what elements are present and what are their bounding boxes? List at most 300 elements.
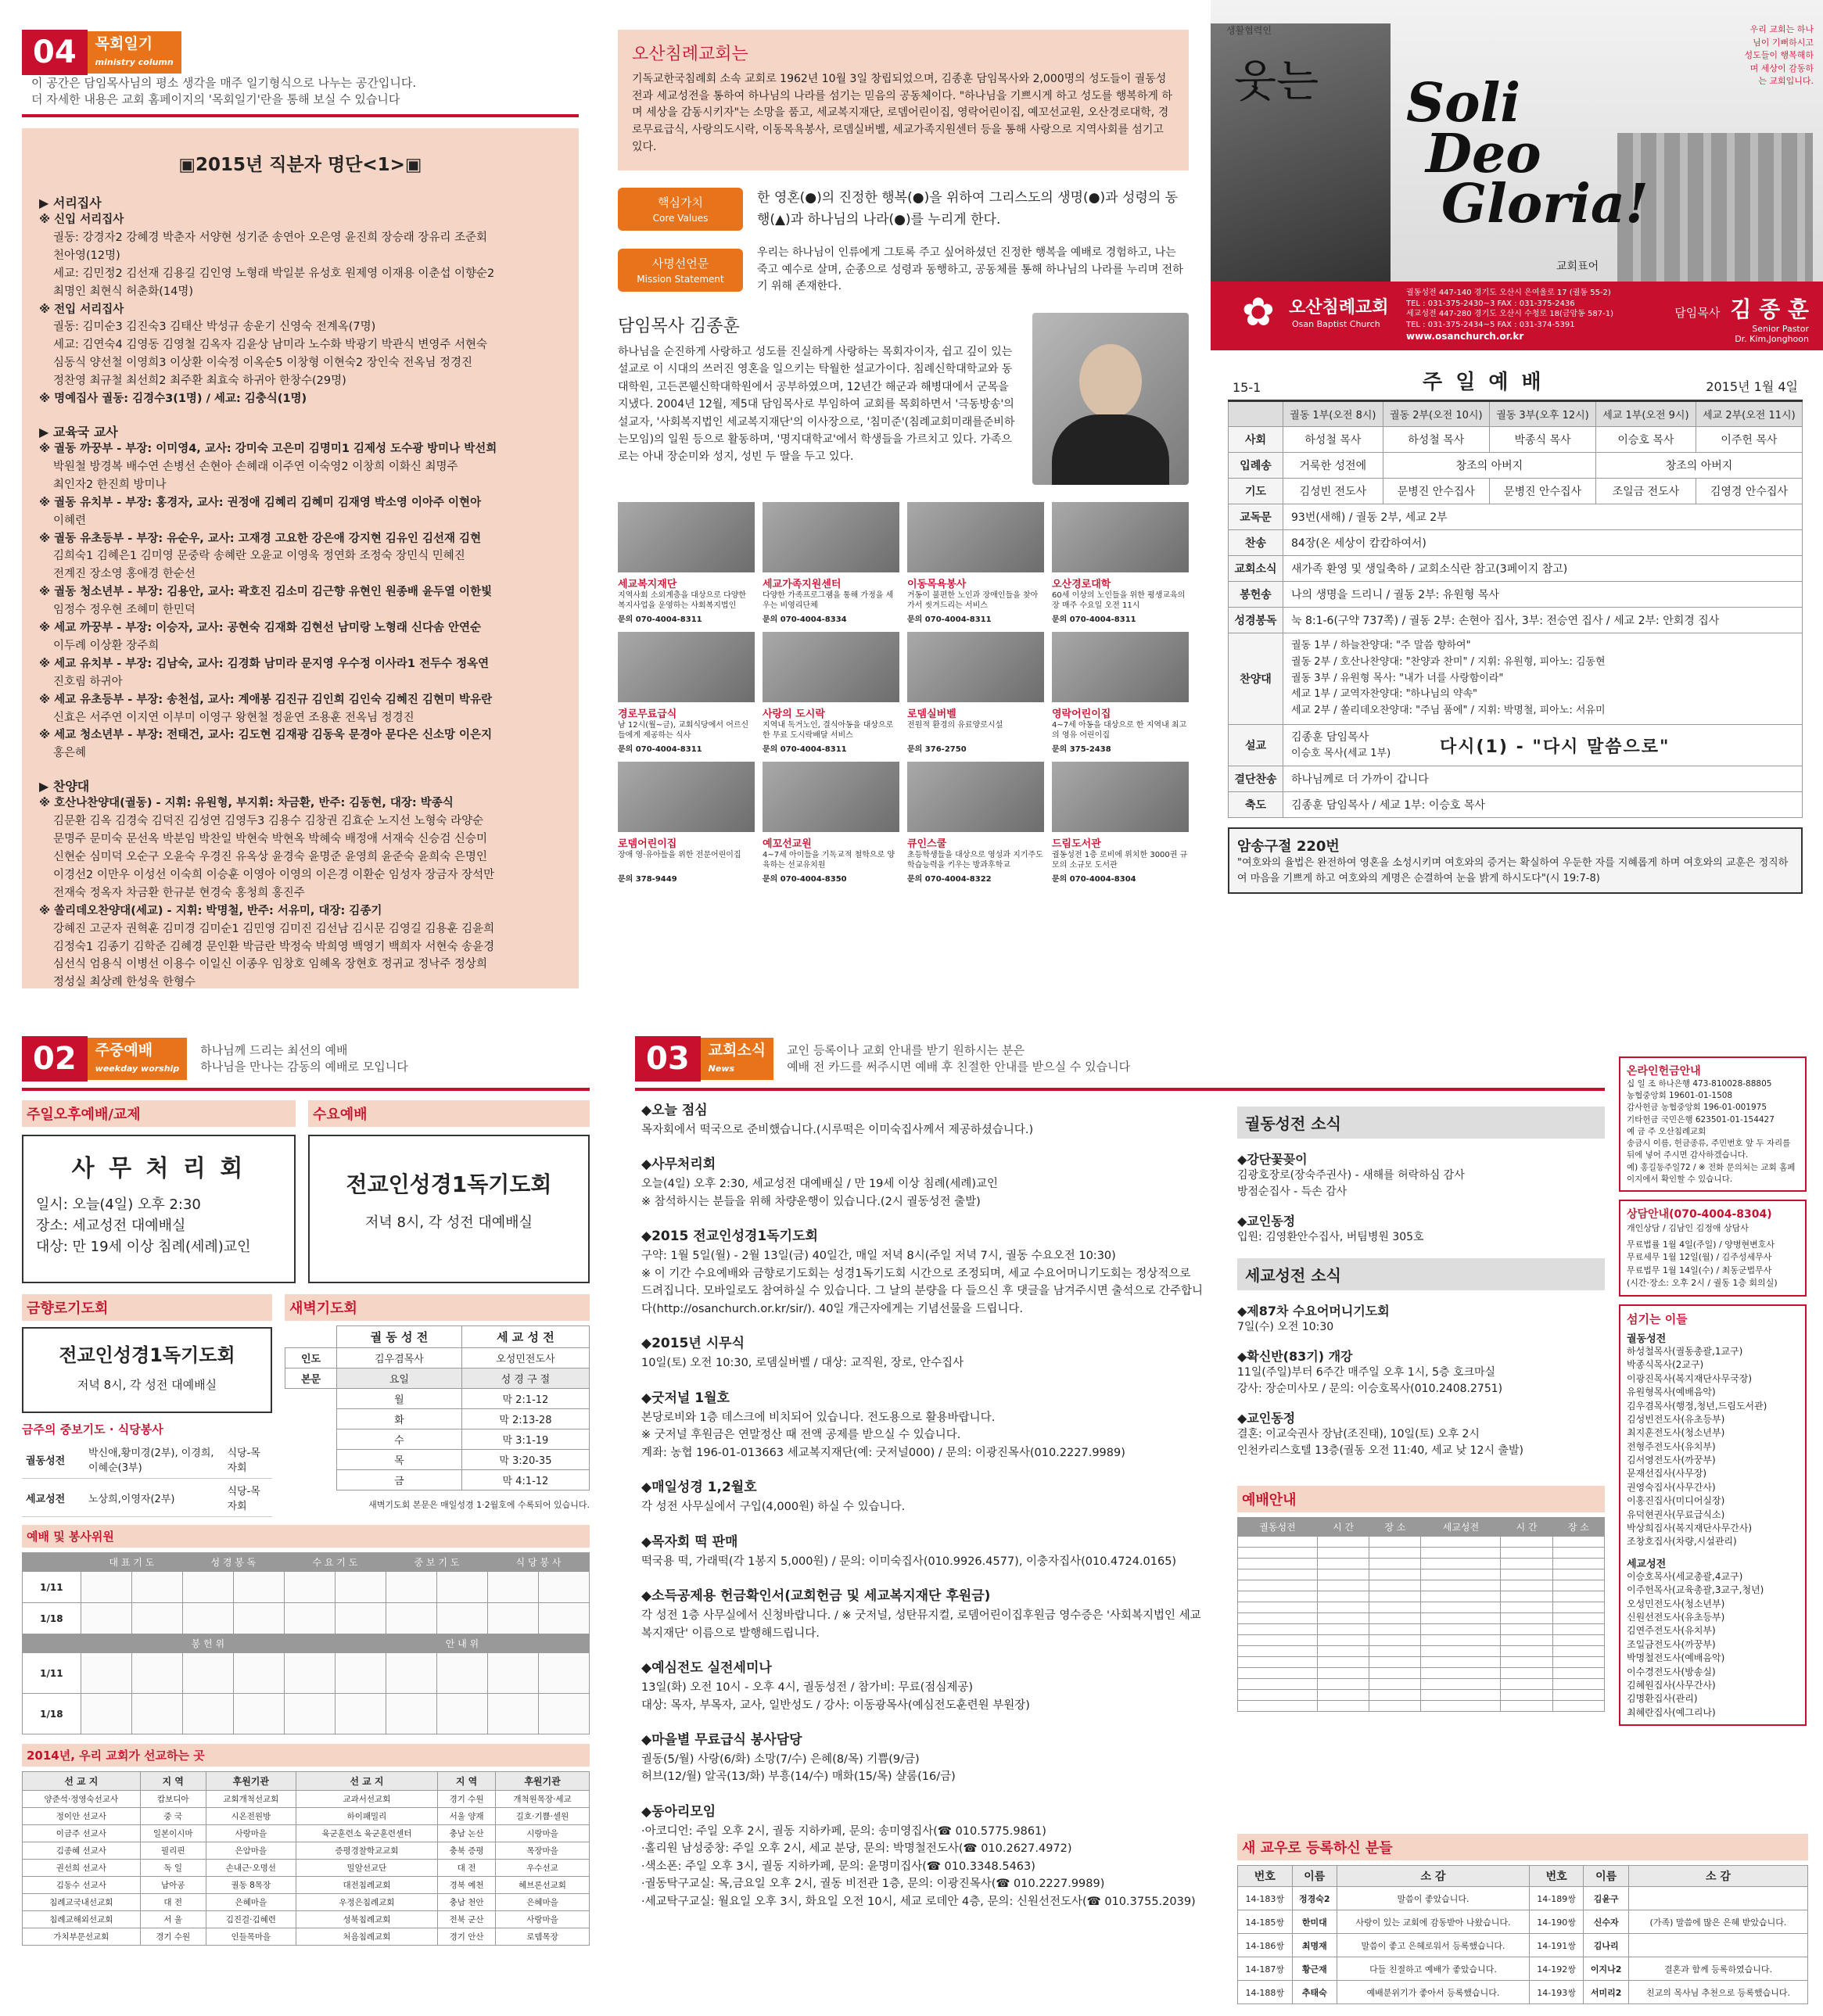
newcomer-cell: 김윤구 [1584,1887,1629,1910]
mission-text: 우리는 하나님이 인류에게 그토록 주고 싶어하셨던 진정한 행복을 예배로 경험하고, 나는 죽고 예수로 살며, 순종으로 성령과 동행하고, 공동체를 통해 하나님의 나라를 누리며 전하기 위해 존재한다. [757,246,1183,293]
missions-cell: 필리핀 [140,1842,206,1860]
ministry-card [1052,632,1189,754]
news-body-line: ·세교탁구교실: 월요일 오후 3시, 화요일 오전 10시, 세교 로데안 4층, 문의: 신원선전도사(☎ 010.3755.2039) [641,1895,1196,1908]
ministry-card [907,632,1044,754]
staff-line: ※ 전입 서리집사 [39,303,124,316]
segyo-news-label: 세교성전 소식 [1237,1258,1605,1290]
dawn-label: 새벽기도회 [285,1294,590,1321]
pastor-box [1674,292,1809,344]
online-line: 감사헌금 농협중앙회 196-01-001975 [1627,1103,1767,1113]
section-tag-en: ministry column [95,57,174,67]
news-item [641,1099,1204,1139]
duty-cell [81,1694,131,1734]
sermon-preacher-2: 이승호 목사(세교 1부) [1291,747,1391,759]
wednesday-box [308,1135,590,1283]
worship-cell: 조일금 전도사 [1596,479,1696,504]
schedule-header: 시 간 [1317,1518,1369,1537]
worship-header [1228,361,1803,400]
schedule-cell [1369,1657,1421,1668]
core-label-ko: 핵심가치 [658,196,703,210]
schedule-cell [1421,1668,1501,1679]
newcomer-cell: 이지나2 [1584,1957,1629,1981]
issue-number: 15-1 [1233,380,1261,395]
missions-cell: 인들목마을 [206,1928,296,1946]
missions-cell: 전북 군산 [438,1911,496,1928]
ministry-name: 세교복지재단 [618,579,677,591]
schedule-cell [1238,1624,1318,1635]
missions-cell: 로뎀목장 [496,1928,590,1946]
staff-line: 정찬영 최규철 최선희2 최주환 최효숙 하귀아 한창수(29명) [53,375,346,388]
cover-brand [1226,23,1272,37]
wednesday-sub: 저녁 8시, 각 성전 대예배실 [365,1214,533,1231]
brand-small: 생활협력인 [1226,25,1272,36]
newcomer-cell: 14-193쌍 [1529,1981,1584,2004]
staff-line: ※ 세교 유초등부 - 부장: 송천섭, 교사: 계애봉 김진규 김인희 김인숙 김혜진 김현미 박유란 [39,693,493,706]
schedule-cell [1369,1635,1421,1646]
pastor-bio [618,313,1020,485]
missions-cell: 밀알선교단 [296,1860,437,1877]
staff-line: ※ 명예집사 궐동: 김경수3(1명) / 세교: 김충식(1명) [39,393,307,406]
servant-item: 이승호목사(세교총괄,4교구) [1627,1570,1743,1582]
ministry-name: 로뎀실버벨 [907,708,956,721]
dawn-spacer [285,1409,337,1429]
counsel-line: 무료법무 1월 14일(수) / 최동군법무사 [1627,1264,1772,1275]
motto-gloria: Gloria! [1441,173,1649,236]
gwoldong-news-label: 궐동성전 소식 [1237,1107,1605,1139]
branch-news-line: 강사: 장순미사모 / 문의: 이승호목사(010.2408.2751) [1237,1383,1503,1395]
branch-news-item [1237,1347,1605,1397]
missions-cell: 은암마을 [206,1842,296,1860]
servant-item: 전형주전도사(유치부) [1627,1440,1716,1452]
schedule-cell [1552,1548,1604,1559]
ministry-desc: 지역사회 소외계층을 대상으로 다양한 복지사업을 운영하는 사회복지법인 [618,591,747,611]
staff-line: 신현순 심미덕 오순구 오윤숙 우경진 유옥상 윤경숙 윤명준 윤영희 윤준숙 윤희숙 은명인 [53,851,487,863]
branch-news-item [1237,1408,1605,1459]
core-label-en: Core Values [652,213,709,224]
servant-item: 박상희집사(복지재단사무간사) [1627,1523,1753,1534]
ministry-name: 세교가족지원센터 [763,579,842,591]
worship-cell: 박종식 목사 [1489,427,1595,453]
section-tag [88,31,181,74]
ministry-name: 로뎀어린이집 [618,838,677,851]
schedule-cell [1501,1569,1552,1580]
duty-cell [436,1572,487,1603]
header-desc-1: 교인 등록이나 교회 안내를 받기 원하시는 분은 [787,1043,1025,1057]
duty-cell [538,1572,589,1603]
duty-cell [81,1572,131,1603]
dawn-days-header: 요일 [337,1369,462,1389]
ministry-card [763,502,899,624]
section-tag-ko: 주중예배 [95,1042,153,1060]
worship-date: 2015년 1월 4일 [1706,379,1798,394]
ministry-desc: 4~7세 아동을 대상으로 한 지역내 최고의 영유 어린이집 [1052,721,1187,741]
missions-cell: 우수선교 [496,1860,590,1877]
counsel-line: (시간·장소: 오후 2시 / 궐동 1층 회의실) [1627,1278,1778,1289]
staff-line: 김희숙1 김혜은1 김미영 문중락 송혜란 오윤교 이영욱 정연화 조정숙 장민식 민혜진 [53,550,465,563]
dawn-cell: 수 [337,1429,462,1450]
intro-box [618,30,1189,170]
staff-line: 천아영(12명) [53,249,120,262]
staff-line: 심선식 엄용식 이병선 이용수 이일신 이종우 임창호 임혜옥 장현호 정귀교 정낙주 정상희 [53,958,487,971]
duty-cell [538,1694,589,1734]
missions-cell: 헤브론선교회 [496,1877,590,1894]
missions-cell: 캄보디아 [140,1791,206,1808]
worship-cell: 하나님께로 더 가까이 갑니다 [1283,766,1803,792]
duty-date: 1/11 [23,1572,81,1603]
worship-cell: 새가족 환영 및 생일축하 / 교회소식란 참고(3페이지 참고) [1283,556,1803,582]
news-heading: ◆목자회 떡 판매 [641,1534,738,1550]
schedule-cell [1501,1635,1552,1646]
branch-news-heading: ◆교인동정 [1237,1214,1296,1229]
dawn-campus-header: 세 교 성 전 [461,1326,589,1348]
duty-header: 대 표 기 도 [81,1553,182,1572]
mission-row [618,245,1189,296]
worship-cell: 93번(새해) / 궐동 2부, 세교 2부 [1283,504,1803,530]
servant-item: 이광진목사(복지재단사무국장) [1627,1372,1753,1384]
schedule-cell [1421,1537,1501,1548]
schedule-cell [1501,1537,1552,1548]
branch-news [1237,1099,1605,1712]
duty-header: 식 당 봉 사 [487,1553,589,1572]
branch-news-line: 김광호장로(장숙주권사) - 새해를 허락하심 감사 [1237,1169,1465,1182]
dawn-cell: 막 3:1-19 [461,1429,589,1450]
newcomer-cell: 14-191쌍 [1529,1934,1584,1957]
core-values-text: 한 영혼(●)의 진정한 행복(●)을 위하여 그리스도의 생명(●)과 성령의 동행(▲)과 하나님의 나라(●)를 누리게 한다. [757,190,1179,228]
missions-cell: 김종혜 선교사 [23,1842,141,1860]
servant-item: 하성철목사(궐동총괄,1교구) [1627,1345,1743,1357]
choir-line: 궐동 3부 / 유원형 목사: "내가 너를 사랑함이라" [1291,672,1504,684]
news-body-line: ※ 이 기간 수요예배와 금향로기도회는 성경1독기도회 시간으로 조정되며, 세교 수요어머니기도회는 정상적으로 드려집니다. 모바일로도 참여하실 수 있습니다. 그 날의 분량을 다 들으신 후 댓글을 남겨주시면 출석으로 간주합니다(http://osanchurch.or.kr/sir/). 40일 개근자에게는 기념선물을 드립니다. [641,1267,1204,1315]
branch-news-line: 7일(수) 오전 10:30 [1237,1321,1334,1333]
missions-cell: 목장마을 [496,1842,590,1860]
schedule-cell [1552,1569,1604,1580]
news-heading: ◆매일성경 1,2월호 [641,1480,757,1496]
missions-cell: 은혜마을 [206,1894,296,1911]
servant-item: 권영숙집사(사무간사) [1627,1481,1716,1493]
duty-cell [335,1603,386,1634]
ministry-photo [763,762,899,832]
branch-news-line: 결혼: 이교숙권사 장남(조진태), 10일(토) 오후 2시 [1237,1428,1480,1440]
dawn-cell: 금 [337,1470,462,1490]
staff-line: ※ 세교 유치부 - 부장: 김남숙, 교사: 김경화 남미라 문지영 우수정 이사라1 전두수 정옥연 [39,657,490,670]
staff-line: 전재숙 정옥자 차금환 한규분 현경숙 홍청희 홍진주 [53,886,305,899]
missions-cell: 궐동 8목장 [206,1877,296,1894]
ministry-photo [1052,762,1189,832]
schedule-cell [1369,1679,1421,1690]
schedule-cell [1369,1646,1421,1657]
sermon-preacher-1: 김종훈 담임목사 [1291,730,1369,744]
sermon-wrap [1291,730,1794,762]
duty-corner [23,1634,81,1653]
staff-line: 이혜련 [53,514,87,527]
staff-line: ※ 궐동 청소년부 - 부장: 김용안, 교사: 곽호진 김소미 김근향 유현인 원종배 윤두열 이한빛 [39,586,493,599]
missions-cell: 우정은침례교회 [296,1894,437,1911]
schedule-cell [1501,1624,1552,1635]
news-item [641,1656,1204,1714]
newcomer-header: 이름 [1584,1866,1629,1887]
wednesday-label: 수요예배 [308,1100,590,1127]
missions-label: 2014년, 우리 교회가 선교하는 곳 [22,1744,590,1767]
schedule-cell [1421,1548,1501,1559]
news-body-line: 떡국용 떡, 가래떡(각 1봉지 5,000원) / 문의: 이미숙집사(010.9926.4577), 이충자집사(010.4724.0165) [641,1555,1177,1568]
ministry-photo [907,632,1044,702]
schedule-cell [1501,1559,1552,1569]
news-heading: ◆오늘 점심 [641,1103,708,1118]
worship-cell: 문병진 안수집사 [1489,479,1595,504]
schedule-cell [1369,1668,1421,1679]
dawn-spacer [285,1450,337,1470]
missions-cell: 양준석·정영숙선교사 [23,1791,141,1808]
duty-cell [233,1603,284,1634]
cover-address [1406,288,1613,343]
cover-panel [1211,0,1823,350]
missions-cell: 대 전 [140,1894,206,1911]
staff-line: ※ 쏠리데오찬양대(세교) - 지휘: 박명철, 반주: 서유미, 대장: 김종기 [39,904,382,917]
duty-cell [386,1603,436,1634]
missions-cell: 개척원목장·세교 [496,1791,590,1808]
duty-cell [386,1572,436,1603]
newcomer-cell: 황근재 [1292,1957,1337,1981]
news-heading: ◆굿저널 1월호 [641,1390,730,1406]
header-desc [787,1042,1130,1075]
servant-item: 김성빈전도사(유초등부) [1627,1413,1725,1425]
duty-header: 성 경 봉 독 [182,1553,284,1572]
worship-row-label: 성경봉독 [1229,608,1283,633]
schedule-cell [1317,1580,1369,1591]
choir-line: 궐동 2부 / 호산나찬양대: "찬양과 찬미" / 지휘: 유원형, 피아노: 김동현 [1291,655,1606,668]
staff-line: ※ 신입 서리집사 [39,213,124,226]
schedule-cell [1421,1679,1501,1690]
duty-cell [386,1694,436,1734]
news-heading: ◆사무처리회 [641,1157,716,1173]
serve-table [22,1440,272,1517]
schedule-cell [1317,1646,1369,1657]
staff-line: ※ 궐동 까꿍부 - 부장: 이미영4, 교사: 강미숙 고은미 김명미1 김제성 도수광 방미나 박선희 [39,442,497,455]
mission-label-en: Mission Statement [637,274,724,285]
ministry-photo [1052,632,1189,702]
schedule-cell [1552,1591,1604,1602]
duty-cell [538,1653,589,1694]
schedule-cell [1238,1559,1318,1569]
staff-line: 세교: 김민정2 김선재 김용길 김인영 노형래 박일분 유성호 원제영 이재용 이춘섭 이향순2 [53,267,495,280]
missions-cell: 은혜마을 [496,1894,590,1911]
news-heading: ◆소득공제용 헌금확인서(교회헌금 및 세교복지재단 후원금) [641,1588,991,1605]
web-link[interactable]: www.osanchurch.or.kr [1406,331,1524,342]
staff-section-heading: ▶ 서리집사 [39,196,102,210]
staff-line: 궐동: 김미순3 김진숙3 김태산 박성규 송운기 신영숙 전계옥(7명) [53,321,376,334]
ministry-tel: 문의 070-4004-8322 [907,875,992,884]
header-desc [200,1042,407,1075]
duty-date: 1/18 [23,1694,81,1734]
staff-line: 정성실 최상례 한성욱 한형수 [53,976,196,989]
duty-cell [487,1694,538,1734]
schedule-cell [1552,1701,1604,1712]
duty-cell [131,1572,182,1603]
pastor-en-2: Dr. Kim,Jonghoon [1735,334,1809,344]
missions-cell: 서 울 [140,1911,206,1928]
news-body-line: ※ 굿저널 후원금은 연말정산 때 전액 공제를 받으실 수 있습니다. [641,1429,961,1442]
sermon-title: 다시(1) - "다시 말씀으로" [1440,737,1670,757]
news-item [641,1584,1204,1642]
schedule-cell [1238,1591,1318,1602]
serve-cell: 궐동성전 [22,1440,84,1479]
dawn-campus-header: 궐 동 성 전 [337,1326,462,1348]
online-line: 예) 홍길동주일72 / ※ 전화 문의처는 교회 홈페이지에서 확인할 수 있습니다. [1627,1162,1796,1184]
missions-cell: 침례교해외선교회 [23,1911,141,1928]
news-heading: ◆동아리모임 [641,1803,716,1820]
worship-title: 주 일 예 배 [1423,371,1545,394]
serve-label: 금주의 중보기도 · 식당봉사 [22,1422,163,1437]
servant-item: 문재선집사(사무장) [1627,1468,1707,1480]
branch-news-line: 방점순집사 - 득손 감사 [1237,1186,1348,1198]
mission-label [618,249,743,292]
segyo-news [1237,1301,1605,1459]
duty-header: 봉 헌 위 [81,1634,335,1653]
newcomer-cell: 최명재 [1292,1934,1337,1957]
intro-heading: 오산침례교회는 [632,45,748,64]
missions-cell: 서울 양재 [438,1808,496,1825]
header-desc-2: 하나님을 만나는 감동의 예배로 모입니다 [200,1060,408,1074]
memory-verse-text: "여호와의 율법은 완전하여 영혼을 소성시키며 여호와의 증거는 확실하여 우둔한 자를 지혜롭게 하며 여호와의 교훈은 정직하여 마음을 기쁘게 하고 여호와의 계명은 순결하여 눈을 밝게 하시도다"(시 19:7-8) [1237,857,1789,884]
ministry-tel: 문의 375-2438 [1052,745,1111,755]
schedule-cell [1317,1679,1369,1690]
dawn-cell: 목 [337,1450,462,1470]
missions-cell: 길호·기쁨·셀원 [496,1808,590,1825]
newcomer-cell: 14-192쌍 [1529,1957,1584,1981]
cover-motto [1406,72,1649,236]
missions-cell: 일본이시마 [140,1825,206,1842]
worship-cell: 눅 8:1-6(구약 737쪽) / 궐동 2부: 손현아 집사, 3부: 전승연 집사 / 세교 2부: 안회경 집사 [1283,608,1803,633]
duty-cell [284,1603,335,1634]
news-item [641,1728,1204,1786]
duty-cell [284,1694,335,1734]
ministry-desc: 초등학생들을 대상으로 영성과 지기주도 학습능력을 키우는 방과후학교 [907,851,1043,870]
newcomer-cell: (가족) 말씀에 많은 은혜 받았습니다. [1628,1910,1807,1934]
counsel-line: 무료법률 1월 4일(주일) / 양병현변호사 [1627,1239,1775,1250]
ministry-photo [907,762,1044,832]
servants-box [1619,1304,1807,1726]
schedule-cell [1552,1559,1604,1569]
duty-corner [23,1553,81,1572]
ministry-tel: 문의 070-4004-8304 [1052,875,1136,884]
header-desc-1: 이 공간은 담임목사님의 평소 생각을 매주 일기형식으로 나누는 공간입니다. [31,76,417,90]
staff-line: 박원철 방경복 배수연 손병선 손현아 손혜래 이주연 이숙영2 이창희 이화신 최명주 [53,460,458,473]
sidebar-info [1619,1056,1807,1726]
schedule-cell [1501,1602,1552,1613]
news-body-line: ·색소폰: 주일 오후 3시, 궐동 지하카페, 문의: 윤명미집사(☎ 010.3348.5463) [641,1860,1035,1873]
worship-cell: 김영경 안수집사 [1696,479,1802,504]
missions-cell: 교과서선교회 [296,1791,437,1808]
worship-cell: 84장(온 세상이 캄캄하여서) [1283,530,1803,556]
news-heading: ◆2015년 시무식 [641,1336,745,1352]
branch-news-line: 11일(주일)부터 6주간 매주일 오후 1시, 5층 호크마실 [1237,1366,1496,1379]
news-body-line: 각 성전 사무실에서 구입(4,000원) 하실 수 있습니다. [641,1501,906,1514]
staff-list-box [22,128,579,988]
news-body-line: 대상: 목자, 부목자, 교사, 일반성도 / 강사: 이동광목사(예심전도훈련원 부원장) [641,1699,1030,1712]
schedule-header: 장 소 [1552,1518,1604,1537]
pastor-name: 김 종 훈 [1730,296,1809,322]
section-tag [701,1038,773,1080]
mission-label-ko: 사명선언문 [651,256,709,271]
worship-cell: 문병진 안수집사 [1383,479,1489,504]
duty-header: 수 요 기 도 [284,1553,386,1572]
ministry-desc: 4~7세 아이들을 기독교적 철학으로 양육하는 선교유치원 [763,851,895,870]
worship-cell: 이주헌 목사 [1696,427,1802,453]
missions-header: 지 역 [438,1772,496,1791]
staff-line: ※ 세교 까꿍부 - 부장: 이승자, 교사: 공현숙 김재화 김현선 남미랑 노형래 신다솜 안연순 [39,622,482,635]
serve-cell: 노상희,이영자(2부) [84,1479,223,1517]
missions-header: 후원기관 [496,1772,590,1791]
ministry-card [1052,502,1189,624]
duty-cell [538,1603,589,1634]
choir-line: 세교 1부 / 교역자찬양대: "하나님의 약속" [1291,688,1478,701]
missions-cell: 손내근·오명선 [206,1860,296,1877]
schedule-cell [1317,1569,1369,1580]
dawn-cell: 화 [337,1409,462,1429]
core-values-label [618,188,743,231]
ministry-desc: 다양한 가족프로그램을 통해 가정을 세우는 비영리단체 [763,591,894,611]
ministry-desc: 지역내 독거노인, 결식아동을 대상으로 한 무료 도시락배달 서비스 [763,721,894,741]
worship-cell: 창조의 아버지 [1383,453,1595,479]
schedule-cell [1552,1679,1604,1690]
staff-line: 전계진 장소영 홍애경 한순선 [53,568,196,581]
staff-line: 이두례 이상환 장주희 [53,639,160,652]
newcomer-cell: 14-187쌍 [1238,1957,1293,1981]
duty-cell [81,1603,131,1634]
dawn-leader: 오성민전도사 [461,1348,589,1369]
branch-news-item [1237,1211,1605,1246]
servant-item: 김연주전도사(유치부) [1627,1625,1716,1637]
duty-header: 안 내 위 [335,1634,589,1653]
ministry-photo [618,632,755,702]
dawn-spacer [285,1470,337,1490]
servant-item: 김명환집사(관리) [1627,1693,1698,1705]
schedule-cell [1369,1569,1421,1580]
branch-news-heading: ◆교인동정 [1237,1411,1296,1426]
duty-cell [487,1653,538,1694]
ministry-card [618,762,755,884]
schedule-header: 세교성전 [1421,1518,1501,1537]
pastor-role: 담임목사 [1674,306,1721,320]
worship-cell: 하성철 목사 [1383,427,1489,453]
duty-cell [182,1603,233,1634]
schedule-cell [1317,1537,1369,1548]
schedule-cell [1552,1668,1604,1679]
schedule-cell [1501,1657,1552,1668]
news-body-line: 궐동(5/월) 사랑(6/화) 소망(7/수) 은혜(8/목) 기쁨(9/금) [641,1752,920,1766]
serve-cell: 식당-목자회 [223,1440,272,1479]
newcomer-cell: 다들 친절하고 예배가 좋았습니다. [1337,1957,1530,1981]
missions-cell: 김동수 선교사 [23,1877,141,1894]
section-tag [88,1038,188,1080]
newcomer-cell: 14-190쌍 [1529,1910,1584,1934]
schedule-cell [1552,1657,1604,1668]
missions-cell: 이금주 선교사 [23,1825,141,1842]
page-03-header [635,1036,1605,1091]
sermon-cell [1283,724,1803,766]
dawn-corner [285,1326,337,1348]
duty-cell [131,1694,182,1734]
newcomer-cell: 한미대 [1292,1910,1337,1934]
news-body-line: 구약: 1월 5일(월) - 2월 13일(금) 40일간, 매일 저녁 8시(주일 저녁 7시, 궐동 수요오전 10:30) [641,1250,1116,1263]
ministry-desc: 60세 이상의 노인들을 위한 평생교육의 장 매주 수요일 오전 11시 [1052,591,1186,611]
missions-cell: 시랑마을 [496,1825,590,1842]
worship-row-label: 교독문 [1229,504,1283,530]
newcomer-cell: 결혼과 함께 등록하였습니다. [1628,1957,1807,1981]
dawn-cell: 막 4:1-12 [461,1470,589,1490]
duty-cell [131,1603,182,1634]
duty-header: 중 보 기 도 [386,1553,487,1572]
